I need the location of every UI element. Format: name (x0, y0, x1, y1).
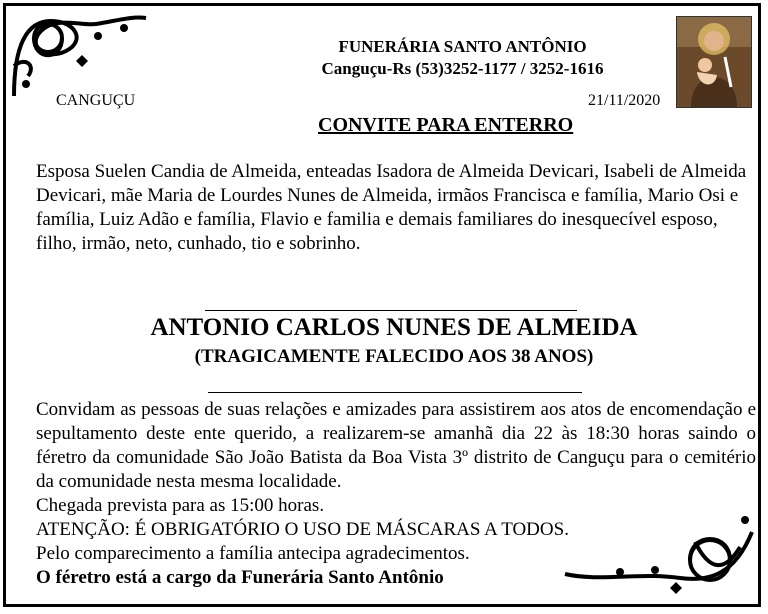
responsible-text: O féretro está a cargo da Funerária Santo Antônio (36, 567, 444, 588)
thanks-text: Pelo comparecimento a família antecipa agradecimentos. (36, 543, 470, 564)
saint-anthony-image (676, 16, 752, 108)
city-label: CANGUÇU (56, 92, 136, 109)
funeral-home-phone: Canguçu-Rs (53)3252-1177 / 3252-1616 (321, 59, 604, 78)
celtic-knot-ornament-icon (6, 6, 156, 106)
page-title: CONVITE PARA ENTERRO (318, 114, 574, 136)
deceased-name: ANTONIO CARLOS NUNES DE ALMEIDA (150, 314, 638, 341)
attention-text: ATENÇÃO: É OBRIGATÓRIO O USO DE MÁSCARAS A TODOS. (36, 519, 569, 540)
divider-line (208, 392, 582, 393)
invitation-paragraph: Convidam as pessoas de suas relações e amizades para assistirem aos atos de encomendação e sepultamento deste ente querido, a realizarem-se amanhã dia 22 às 18:30 horas saindo o féretro da comunidade São João Batista da Boa Vista 3º distrito de Canguçu para o cemitério da comunidade nesta mesma localidade. (36, 399, 756, 492)
arrival-text: Chegada prevista para as 15:00 horas. (36, 495, 325, 516)
divider-line (205, 310, 577, 311)
header (290, 36, 635, 80)
family-paragraph: Esposa Suelen Candia de Almeida, enteadas Isadora de Almeida Devicari, Isabeli de Almeida Devicari, mãe Maria de Lourdes Nunes de Almeida, irmãos Francisca e família, Mario Osi e família, Luiz Adão e família, Flavio e familia e demais familiares do inesquecível esposo, filho, irmão, neto, cunhado, tio e sobrinho. (36, 161, 747, 254)
invitation-body (36, 398, 756, 590)
funeral-home-name: FUNERÁRIA SANTO ANTÔNIO (338, 37, 587, 56)
deceased-note: (TRAGICAMENTE FALECIDO AOS 38 ANOS) (194, 346, 594, 367)
date-label: 21/11/2020 (588, 92, 661, 109)
